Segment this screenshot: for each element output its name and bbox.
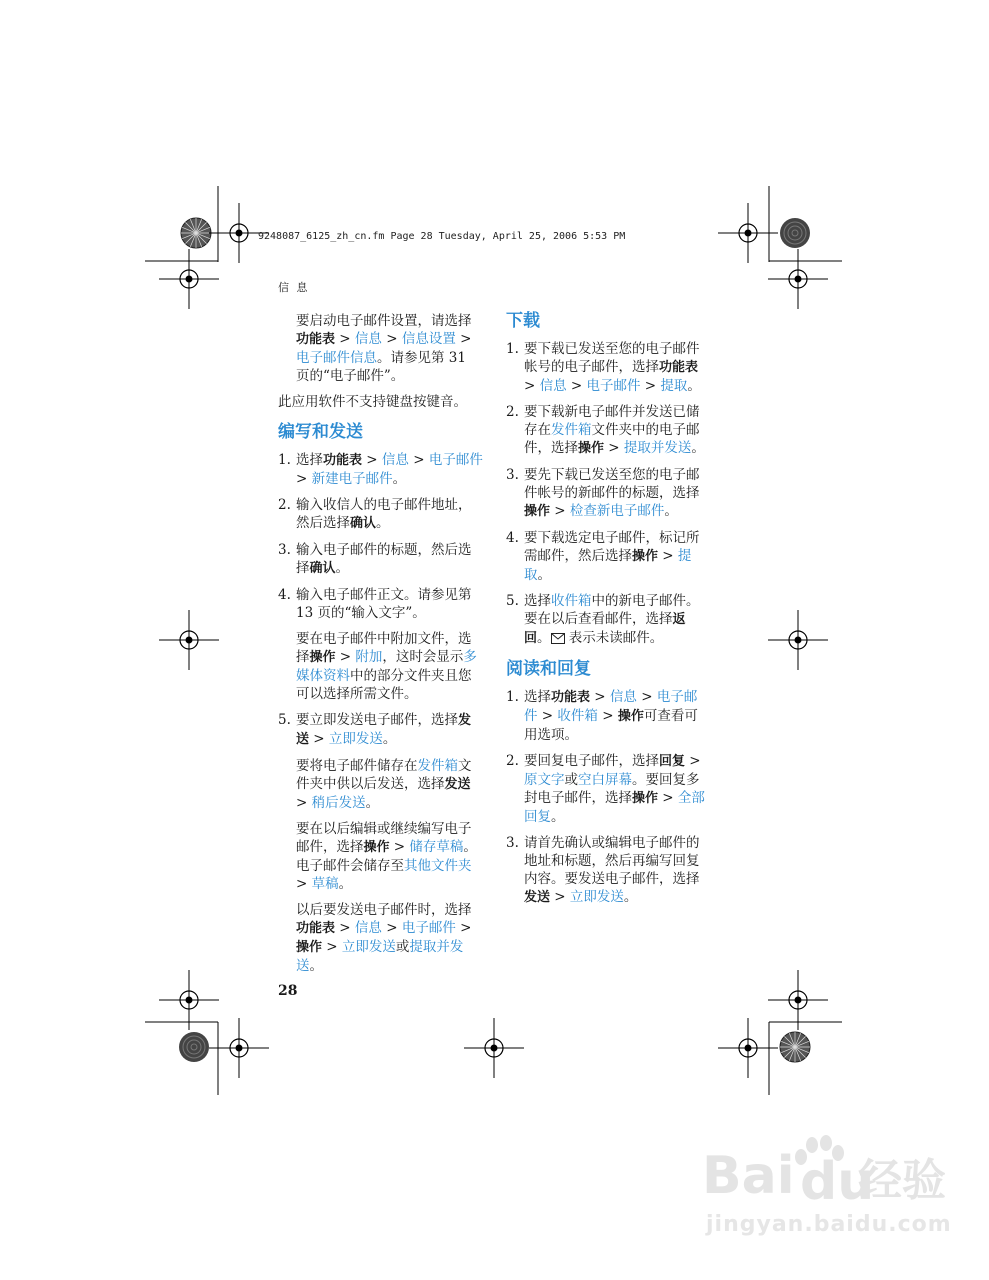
list-item: 1. 选择功能表 > 信息 > 电子邮件 > 新建电子邮件。 bbox=[278, 452, 483, 487]
file-meta-line: 9248087_6125_zh_cn.fm Page 28 Tuesday, April 25, 2006 5:53 PM bbox=[258, 231, 626, 242]
running-title: 信 息 bbox=[278, 281, 310, 294]
list-item: 3. 要先下载已发送至您的电子邮件帐号的新邮件的标题，选择操作 > 检查新电子邮件。 bbox=[506, 467, 700, 519]
send-later-paragraph: 要将电子邮件储存在发件箱文件夹中供以后发送，选择发送 > 稍后发送。 bbox=[296, 758, 472, 811]
section-title-download: 下载 bbox=[506, 311, 540, 331]
read-reply-steps bbox=[506, 688, 710, 907]
watermark-brand-b: du bbox=[800, 1152, 875, 1212]
right-column bbox=[506, 312, 710, 915]
baidu-jingyan-watermark-logo bbox=[700, 1135, 950, 1215]
keypad-tone-note: 此应用软件不支持键盘按键音。 bbox=[278, 394, 467, 410]
download-steps bbox=[506, 340, 710, 648]
send-later-how-paragraph: 以后要发送电子邮件时，选择功能表 > 信息 > 电子邮件 > 操作 > 立即发送或提取并发送。 bbox=[296, 902, 472, 974]
list-item: 1. 要下载已发送至您的电子邮件帐号的电子邮件，选择功能表 > 信息 > 电子邮件 > 提取。 bbox=[506, 341, 701, 394]
list-item: 2. 要下载新电子邮件并发送已储存在发件箱文件夹中的电子邮件，选择操作 > 提取并发送。 bbox=[506, 404, 705, 456]
page-number: 28 bbox=[278, 983, 298, 999]
link-messages[interactable]: 信息 bbox=[354, 331, 382, 347]
list-item: 4. 输入电子邮件正文。请参见第 13 页的“输入文字”。 要在电子邮件中附加文件，选择操作 > 附加，这时会显示多媒体资料中的部分文件夹且您可以选择所需文件。 bbox=[278, 586, 483, 703]
write-send-steps bbox=[278, 451, 483, 975]
list-item: 3. 输入电子邮件的标题，然后选择确认。 bbox=[278, 542, 472, 576]
list-item: 5. 要立即发送电子邮件，选择发送 > 立即发送。 要将电子邮件储存在发件箱文件夹中供以后发送，选择发送 > 稍后发送。 要在以后编辑或继续编写电子邮件，选择操作 > 储存草稿。电子邮件会储存至其他文件夹 > 草稿。 以后要发送电子邮件时，选择功能表 > 信息 > 电子邮件 > 操作 > 立即发送或提取并发送。 bbox=[278, 711, 483, 975]
watermark-brand-a: Bai bbox=[702, 1146, 795, 1206]
link-message-settings[interactable]: 信息设置 bbox=[401, 331, 456, 347]
link-email-messages[interactable]: 电子邮件信息 bbox=[296, 350, 377, 366]
unread-mail-icon bbox=[551, 633, 565, 644]
list-item: 1. 选择功能表 > 信息 > 电子邮件 > 收件箱 > 操作可查看可用选项。 bbox=[506, 689, 698, 743]
list-item: 4. 要下载选定电子邮件，标记所需邮件，然后选择操作 > 提取。 bbox=[506, 530, 700, 583]
list-item: 3. 请首先确认或编辑电子邮件的地址和标题，然后再编写回复内容。要发送电子邮件，选择发送 > 立即发送。 bbox=[506, 835, 700, 905]
intro-paragraph: 要启动电子邮件设置，请选择功能表 > 信息 > 信息设置 > 电子邮件信息。请参见第 31 页的“电子邮件”。 bbox=[296, 313, 472, 384]
left-column bbox=[278, 312, 483, 983]
list-item: 2. 输入收信人的电子邮件地址，然后选择确认。 bbox=[278, 497, 472, 531]
list-item: 5. 选择收件箱中的新电子邮件。要在以后查看邮件，选择返回。 表示未读邮件。 bbox=[506, 593, 700, 646]
list-item: 2. 要回复电子邮件，选择回复 > 原文字或空白屏幕。要回复多封电子邮件，选择操作 > 全部回复。 bbox=[506, 753, 705, 825]
watermark-url: jingyan.baidu.com bbox=[706, 1212, 952, 1237]
attach-file-paragraph: 要在电子邮件中附加文件，选择操作 > 附加，这时会显示多媒体资料中的部分文件夹且您可以选择所需文件。 bbox=[296, 631, 477, 702]
section-title-write-send: 编写和发送 bbox=[278, 422, 363, 442]
save-draft-paragraph: 要在以后编辑或继续编写电子邮件，选择操作 > 储存草稿。电子邮件会储存至其他文件夹 > 草稿。 bbox=[296, 821, 477, 892]
watermark-brand-cn: 经验 bbox=[858, 1155, 946, 1206]
section-title-read-reply: 阅读和回复 bbox=[506, 659, 591, 679]
